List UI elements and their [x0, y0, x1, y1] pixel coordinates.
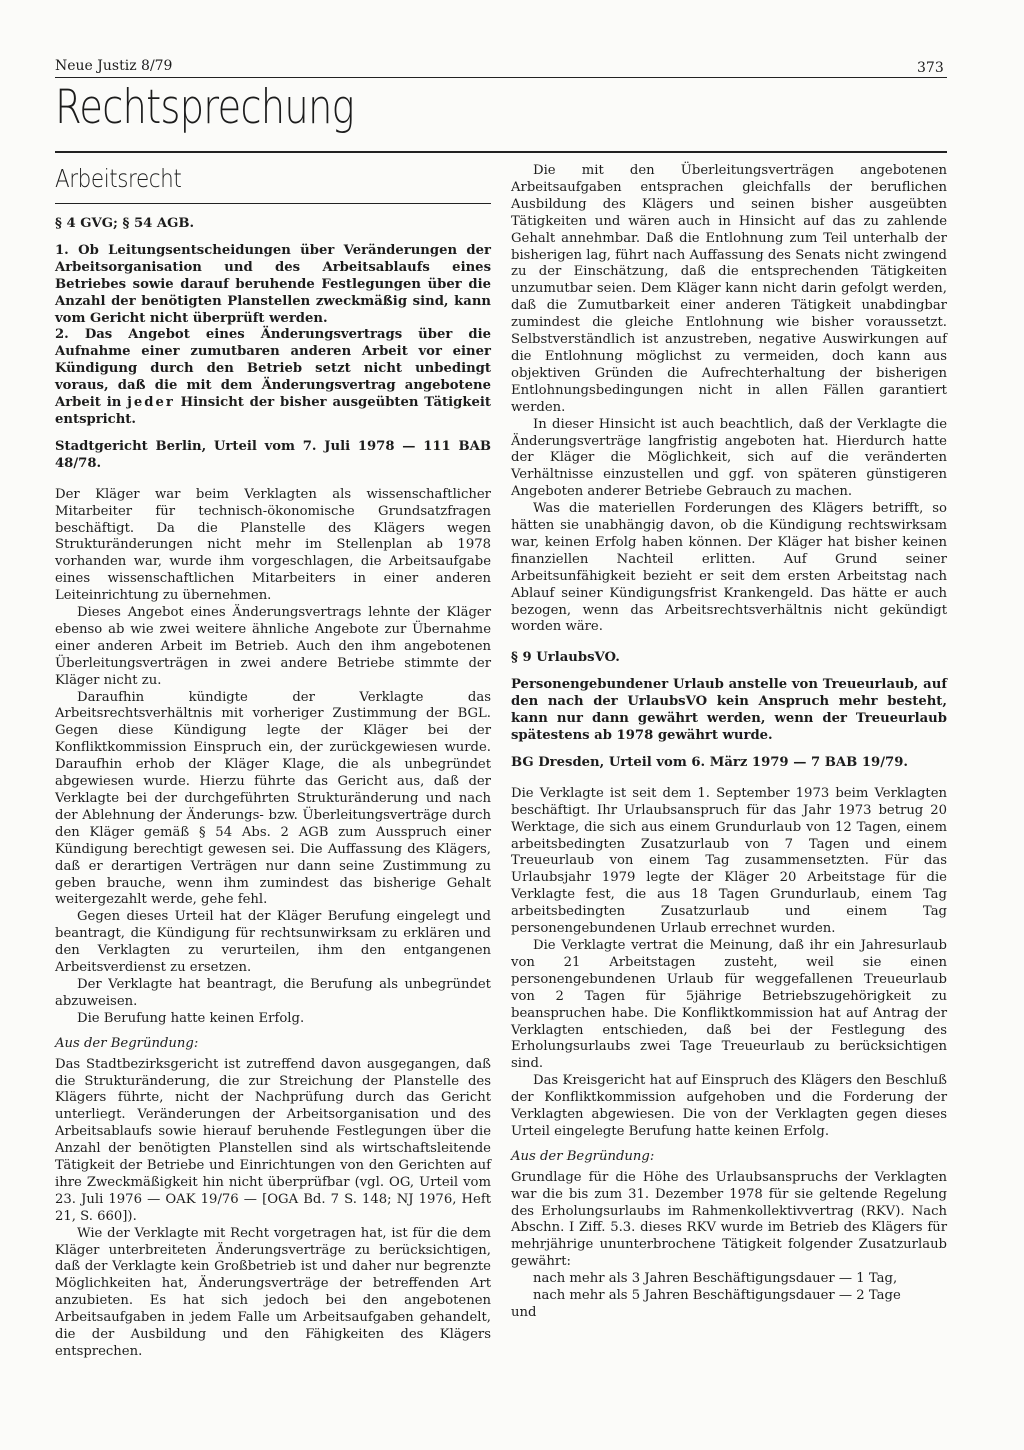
headnote-2-text-a: 2. Das Angebot eines Änderungsvertrags über die Aufnahme einer zumutbaren anderen Arbeit vor einer Kündigung durch den Betrieb setzt nicht unbedingt voraus, daß die mit dem Änderungsvertrag angebotene Arbeit in [55, 327, 491, 411]
right-column [511, 163, 947, 1322]
paragraph: Daraufhin kündigte der Verklagte das Arbeitsrechtsverhältnis mit vorheriger Zustimmung der BGL. Gegen diese Kündigung legte der Kläger bei der Konfliktkommission Einspruch ein, der zurückgewiesen wurde. Daraufhin erhob der Kläger Klage, die als unbegründet abgewiesen wurde. Hierzu führte das Gericht aus, daß der Verklagte bei der durchgeführten Strukturänderung und nach der Ablehnung der Änderungs- bzw. Überleitungsverträge durch den Kläger gemäß § 54 Abs. 2 AGB zum Ausspruch einer Kündigung berechtigt gewesen sei. Die Auffassung des Klägers, daß er derartigen Verträgen nur dann seine Zustimmung zu geben brauche, wenn ihm zumindest das bisherige Gehalt weitergezahlt werde, gehe fehl. [55, 689, 491, 908]
paragraph: Dieses Angebot eines Änderungsvertrags lehnte der Kläger ebenso ab wie zwei weitere ähnliche Angebote zur Übernahme einer anderen Arbeit im Betrieb. Auch den ihm angebotenen Überleitungsverträgen in zwei andere Betriebe stimmte der Kläger nicht zu. [55, 605, 491, 688]
paragraph: Was die materiellen Forderungen des Klägers betrifft, so hätten sie unabhängig davon, ob die Kündigung rechtswirksam war, keinen Erfolg haben können. Der Kläger hat bisher keinen finanziellen Nachteil erlitten. Auf Grund seiner Arbeitsunfähigkeit bezieht er seit dem ersten Arbeitstag nach Ablauf seiner Kündigungsfrist Krankengeld. Das hätte er auch bezogen, wenn das Arbeitsrechtsverhältnis nicht gekündigt worden wäre. [511, 501, 947, 635]
paragraph: Die mit den Überleitungsverträgen angebotenen Arbeitsaufgaben entsprachen gleichfalls der beruflichen Ausbildung des Klägers und seinen bisher ausgeübten Tätigkeiten und wären auch in Hinsicht auf das zu zahlende Gehalt annehmbar. Daß die Entlohnung zum Teil unterhalb der bisherigen lag, führt nach Auffassung des Senats nicht zwingend zu der Einschätzung, daß die entsprechenden Tätigkeiten unzumutbar seien. Dem Kläger kann nicht darin gefolgt werden, daß die Zumutbarkeit einer anderen Tätigkeit unabdingbar zumindest die gleiche Entlohnung wie bisher voraussetzt. Selbstverständlich ist anzustreben, negative Auswirkungen auf die Entlohnung möglichst zu vermeiden, doch kann aus objektiven Gründen die Aufrechterhaltung der bisherigen Entlohnungsbedingungen nicht in allen Fällen garantiert werden. [511, 163, 947, 415]
headnote-2-emphasis: jeder [127, 395, 175, 411]
page-title: Rechtsprechung [55, 80, 354, 135]
paragraph: Der Kläger war beim Verklagten als wissenschaftlicher Mitarbeiter für technisch-ökonomische Grundsatzfragen beschäftigt. Da die Planstelle des Klägers wegen Strukturänderungen nicht mehr im Stellenplan ab 1978 vorhanden war, wurde ihm vorgeschlagen, die Arbeitsaufgabe eines wissenschaftlichen Mitarbeiters in einer anderen Leiteinrichtung zu übernehmen. [55, 486, 491, 604]
left-column [55, 216, 491, 1361]
court-citation: Stadtgericht Berlin, Urteil vom 7. Juli 1978 — 111 BAB 48/78. [55, 438, 491, 471]
paragraph: Die Verklagte ist seit dem 1. September 1973 beim Verklagten beschäftigt. Ihr Urlaubsanspruch für das Jahr 1973 betrug 20 Werktage, die sich aus einem Grundurlaub von 12 Tagen, einem arbeitsbedingten Zusatzurlaub von 7 Tagen und einem Treueurlaub von einem Tag zusammensetzten. Für das Urlaubsjahr 1979 legte der Kläger 20 Arbeitstage für die Verklagte fest, die aus 18 Tagen Grundurlaub, einem Tag arbeitsbedingten Zusatzurlaub und einem Tag personengebundenen Urlaub errechnet wurden. [511, 785, 947, 937]
headnote-2 [55, 327, 491, 428]
paragraph: Grundlage für die Höhe des Urlaubsanspruchs der Verklagten war die bis zum 31. Dezember 1978 für sie geltende Regelung des Erholungsurlaubs im Rahmenkollektivvertrag (RKV). Nach Abschn. I Ziff. 5.3. dieses RKV wurde im Betrieb des Klägers für mehrjährige ununterbrochene Tätigkeit folgender Zusatzurlaub gewährt: [511, 1169, 947, 1270]
paragraph: Das Stadtbezirksgericht ist zutreffend davon ausgegangen, daß die Strukturänderung, die zur Streichung der Planstelle des Klägers führte, nicht der Nachprüfung durch das Gericht unterliegt. Veränderungen der Arbeitsorganisation und des Arbeitsablaufs sowie hierauf beruhende Festlegungen über die Anzahl der benötigten Planstellen sind als wirtschaftsleitende Tätigkeit der Betriebe und Einrichtungen von den Gerichten auf ihre Zweckmäßigkeit hin nicht überprüfbar (vgl. OG, Urteil vom 23. Juli 1976 — OAK 19/76 — [OGA Bd. 7 S. 148; NJ 1976, Heft 21, S. 660]). [55, 1056, 491, 1224]
headnote-3: Personengebundener Urlaub anstelle von Treueurlaub, auf den nach der UrlaubsVO kein Anspruch mehr besteht, kann nur dann gewährt werden, wenn der Treueurlaub spätestens ab 1978 gewährt wurde. [511, 677, 947, 743]
section-rule [55, 203, 491, 204]
legal-reference: § 4 GVG; § 54 AGB. [55, 216, 195, 231]
list-item: nach mehr als 5 Jahren Beschäftigungsdauer — 2 Tage [533, 1288, 901, 1304]
paragraph: Wie der Verklagte mit Recht vorgetragen hat, ist für die dem Kläger unterbreiteten Änderungsverträge zu berücksichtigen, daß der Verklagte kein Großbetrieb ist und daher nur begrenzte Möglichkeiten hat, Änderungsverträge der betreffenden Art anzubieten. Es hat sich jedoch bei den angebotenen Arbeitsaufgaben in jedem Falle um Arbeitsaufgaben gehandelt, die der Ausbildung und den Fähigkeiten des Klägers entsprechen. [55, 1225, 491, 1359]
title-rule [55, 151, 947, 153]
court-citation: BG Dresden, Urteil vom 6. März 1979 — 7 BAB 19/79. [511, 754, 908, 770]
headnote-1: 1. Ob Leitungsentscheidungen über Veränderungen der Arbeitsorganisation und des Arbeitsablaufs eines Betriebes sowie darauf beruhende Festlegungen über die Anzahl der benötigten Planstellen zweckmäßig sind, kann vom Gericht nicht überprüft werden. [55, 242, 491, 326]
list-item: und [511, 1305, 537, 1320]
page-number: 373 [917, 60, 944, 76]
headnote-2-text-b: Hinsicht der bisher ausgeübten Tätigkeit entspricht. [55, 395, 491, 427]
paragraph: In dieser Hinsicht ist auch beachtlich, daß der Verklagte die Änderungsverträge langfristig angeboten hat. Hierdurch hatte der Kläger die Möglichkeit, sich auf die veränderten Verhältnisse einzustellen und ggf. von späteren günstigeren Angeboten anderer Betriebe Gebrauch zu machen. [511, 416, 947, 500]
paragraph: Gegen dieses Urteil hat der Kläger Berufung eingelegt und beantragt, die Kündigung für rechtsunwirksam zu erklären und den Verklagten zu verurteilen, ihm den entgangenen Arbeitsverdienst zu ersetzen. [55, 909, 491, 976]
paragraph: Der Verklagte hat beantragt, die Berufung als unbegründet abzuweisen. [55, 976, 491, 1009]
reasoning-heading: Aus der Begründung: [55, 1035, 199, 1051]
reasoning-heading: Aus der Begründung: [511, 1148, 655, 1164]
legal-reference: § 9 UrlaubsVO. [511, 650, 620, 666]
paragraph: Die Berufung hatte keinen Erfolg. [77, 1010, 305, 1026]
paragraph: Das Kreisgericht hat auf Einspruch des Klägers den Beschluß der Konfliktkommission aufgehoben und die Forderung der Verklagten abgewiesen. Die von der Verklagten gegen dieses Urteil eingelegte Berufung hatte keinen Erfolg. [511, 1073, 947, 1139]
top-rule [55, 77, 947, 78]
paragraph: Die Verklagte vertrat die Meinung, daß ihr ein Jahresurlaub von 21 Arbeitstagen zusteht, weil sie einen personengebundenen Urlaub für weggefallenen Treueurlaub von 2 Tagen für 5jährige Betriebszugehörigkeit zu beanspruchen habe. Die Konfliktkommission hat auf Antrag der Verklagten entschieden, daß bei der Festlegung des Erholungsurlaubs zwei Tage Treueurlaub zu berücksichtigen sind. [511, 937, 947, 1072]
list-item: nach mehr als 3 Jahren Beschäftigungsdauer — 1 Tag, [533, 1271, 898, 1287]
section-title: Arbeitsrecht [55, 164, 182, 193]
journal-header: Neue Justiz 8/79 [55, 58, 173, 74]
